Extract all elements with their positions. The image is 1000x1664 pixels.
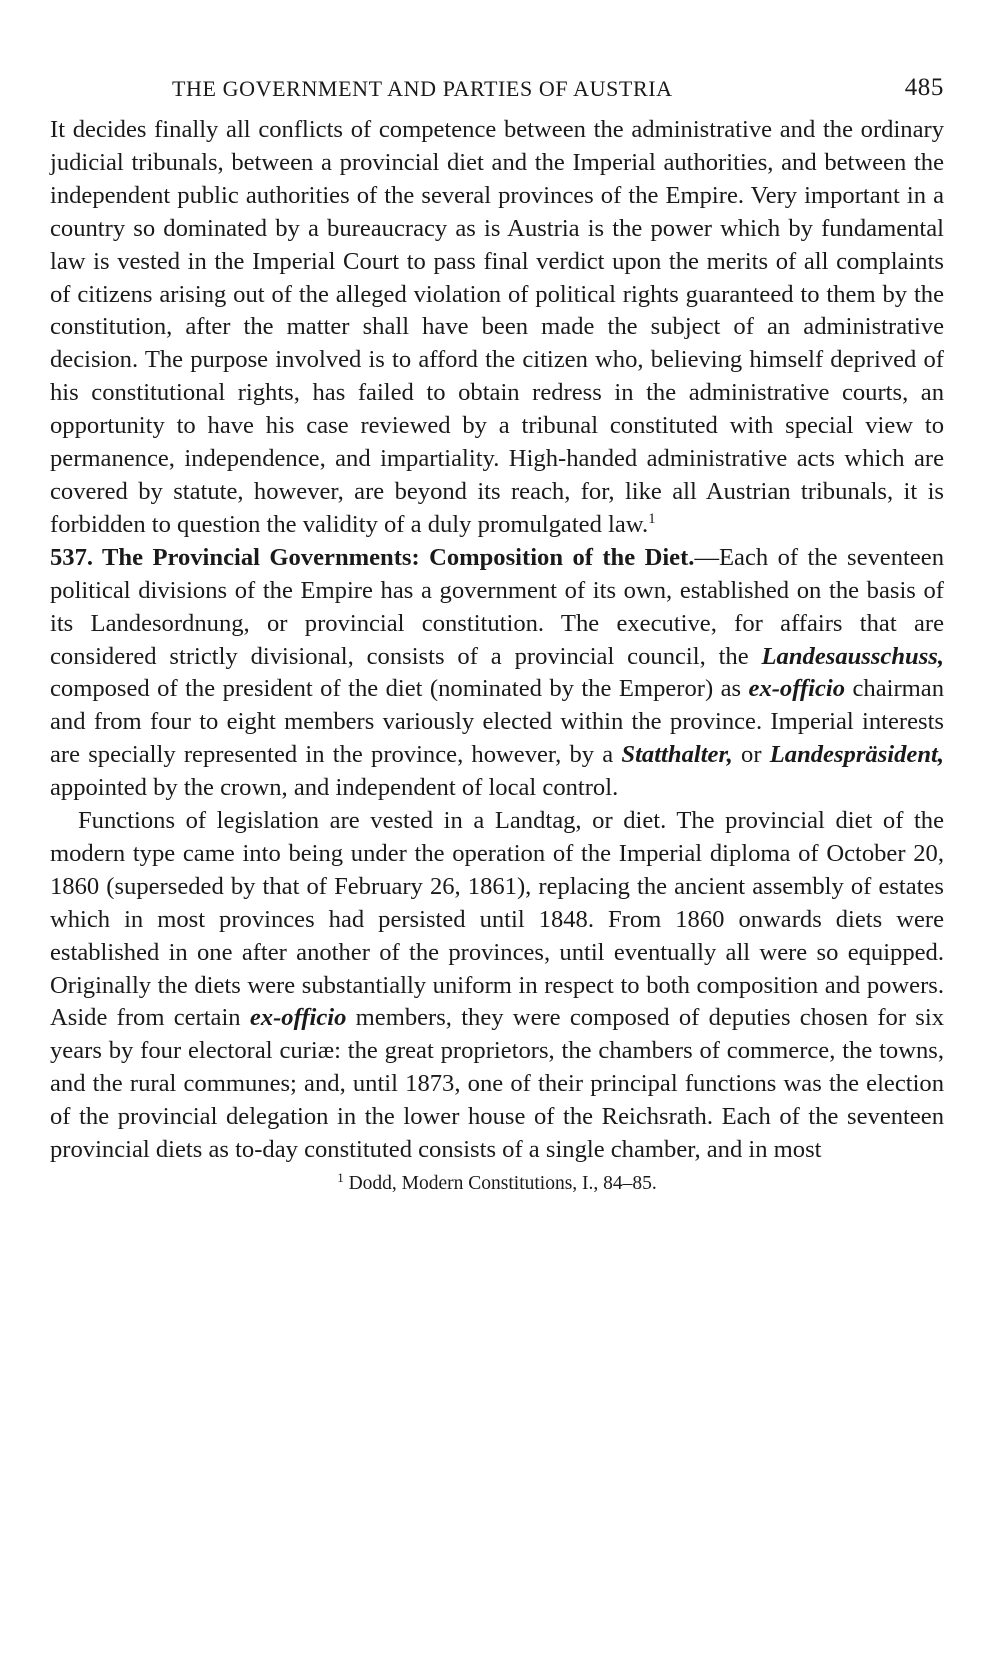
section-text: appointed by the crown, and independent of local control. — [50, 774, 619, 802]
paragraph-continued — [50, 114, 944, 542]
paragraph-text: members, they were composed of deputies chosen for six years by four electoral curiæ: the great proprietors, the chambers of commerce, the towns, and the rural communes; and, until 1873, one of their principal functions was the election of the provincial delegation in the lower house of the Reichsrath. Each of the seventeen provincial diets as to-day constituted consists of a single chamber, and in most — [50, 1004, 944, 1164]
footnote-marker: 1 — [337, 1170, 344, 1185]
section-text: or — [732, 741, 770, 769]
paragraph-text: Functions of legislation are vested in a Landtag, or diet. The provincial diet of the modern type came into being under the operation of the Imperial diploma of October 20, 1860 (superseded by that of February 26, 1861), replacing the ancient assembly of estates which in most provinces had persisted until 1848. From 1860 onwards diets were established in one after another of the provinces, until eventually all were so equipped. Originally the diets were substantially uniform in respect to both composition and powers. Aside from certain — [50, 807, 944, 1032]
footnote-text: Dodd, Modern Constitutions, I., 84–85. — [343, 1173, 657, 1194]
term-ex-officio: ex-officio — [748, 675, 846, 703]
running-header — [50, 68, 944, 108]
body-text — [50, 114, 944, 1167]
page-number: 485 — [904, 74, 944, 101]
term-landesausschuss: Landesausschuss, — [761, 642, 944, 670]
section-text: composed of the president of the diet (nominated by the Emperor) as — [50, 675, 749, 703]
term-ex-officio: ex-officio — [249, 1004, 347, 1032]
term-statthalter: Statthalter, — [621, 741, 733, 769]
section-537-paragraph — [50, 542, 944, 805]
section-text: —Each of the seventeen political divisions of the Empire has a government of its own, established on the basis of its Landesordnung, or provincial constitution. The executive, for affairs that are considered strictly divisional, consists of a provincial council, the — [50, 543, 944, 670]
paragraph-text: It decides finally all conflicts of competence between the administrative and the ordinary judicial tribunals, between a provincial diet and the Imperial authorities, and between the independent public authorities of the several provinces of the Empire. Very important in a country so dominated by a bureaucracy as is Austria is the power which by fundamental law is vested in the Imperial Court to pass final verdict upon the merits of all complaints of citizens arising out of the alleged violation of political rights guaranteed to them by the constitution, after the matter shall have been made the subject of an administrative decision. The purpose involved is to afford the citizen who, believing himself deprived of his constitutional rights, has failed to obtain redress in the administrative courts, an opportunity to have his case reviewed by a tribunal constituted with special view to permanence, independence, and impartiality. High-handed administrative acts which are covered by statute, however, are beyond its reach, for, like all Austrian tribunals, it is forbidden to question the validity of a duly promulgated law. — [50, 116, 944, 538]
section-heading: 537. The Provincial Governments: Composition of the Diet. — [50, 543, 695, 571]
section-text: chairman and from four to eight members variously elected within the province. Imperial interests are specially represented in the province, however, by a — [50, 675, 944, 769]
term-landesprasident: Landespräsident, — [769, 741, 944, 769]
running-title: THE GOVERNMENT AND PARTIES OF AUSTRIA — [172, 76, 673, 101]
book-page — [50, 68, 944, 1197]
paragraph-legislation — [50, 805, 944, 1167]
footnote — [50, 1171, 944, 1197]
footnote-reference: 1 — [648, 510, 656, 527]
